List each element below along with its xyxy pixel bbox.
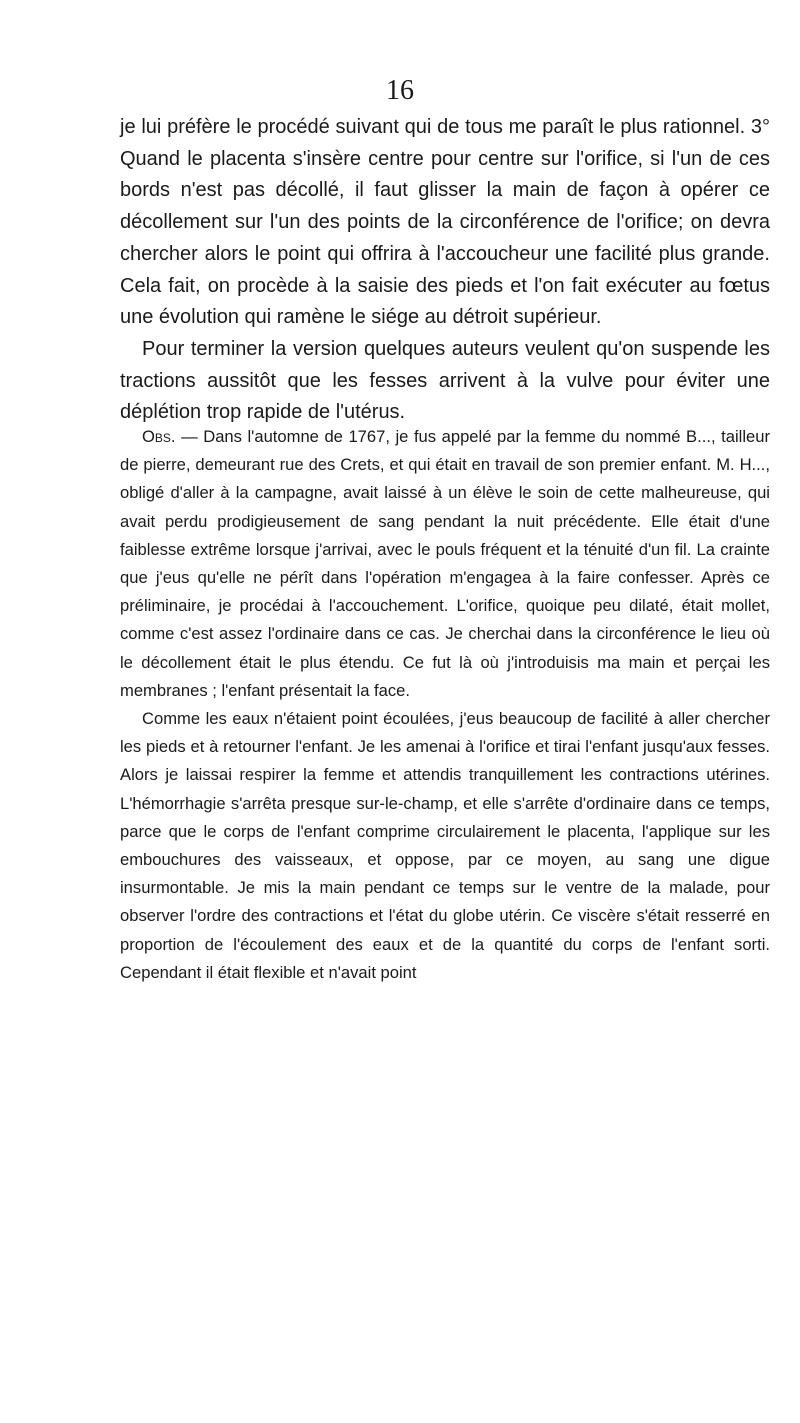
intro-section (120, 112, 770, 429)
observation-section (120, 423, 770, 987)
observation-paragraph-2: Comme les eaux n'étaient point écoulées, j'eus beaucoup de facilité à aller chercher les pieds et à retourner l'enfant. Je les amenai à l'orifice et tirai l'enfant jusqu'aux fesses. Alors je laissai respirer la femme et attendis tranquillement les contractions utérines. L'hémorrhagie s'arrêta presque sur-le-champ, et elle s'arrête d'ordinaire dans ce temps, parce que le corps de l'enfant comprime circulairement le placenta, l'applique sur les embouchures des vaisseaux, et oppose, par ce moyen, au sang une digue insurmontable. Je mis la main pendant ce temps sur le ventre de la malade, pour observer l'ordre des contractions et l'état du globe utérin. Ce viscère s'était resserré en proportion de l'écoulement des eaux et de la quantité du corps de l'enfant sorti. Cependant il était flexible et n'avait point (120, 709, 770, 982)
page-number: 16 (386, 75, 414, 106)
intro-paragraph-1: je lui préfère le procédé suivant qui de tous me paraît le plus rationnel. 3° Quand le placenta s'insère centre pour centre sur l'orifice, si l'un de ces bords n'est pas décollé, il faut glisser la main de façon à opérer ce décollement sur l'un des points de la circonférence de l'orifice; on devra chercher alors le point qui offrira à l'accoucheur une facilité plus grande. Cela fait, on procède à la saisie des pieds et l'on fait exécuter au fœtus une évolution qui ramène le siége au détroit supérieur. (120, 116, 770, 329)
observation-label: Obs. (142, 427, 176, 446)
intro-paragraph-2: Pour terminer la version quelques auteurs veulent qu'on suspende les tractions aussitôt que les fesses arrivent à la vulve pour éviter une déplétion trop rapide de l'utérus. (120, 337, 770, 424)
observation-paragraph-1-text: — Dans l'automne de 1767, je fus appelé par la femme du nommé B..., tailleur de pierre, demeurant rue des Crets, et qui était en travail de son premier enfant. M. H..., obligé d'aller à la campagne, avait laissé à un élève le soin de cette malheureuse, qui avait perdu prodigieusement de sang pendant la nuit précédente. Elle était d'une faiblesse extrême lorsque j'arrivai, avec le pouls fréquent et la ténuité d'un fil. La crainte que j'eus qu'elle ne pérît dans l'opération m'engagea à la faire confesser. Après ce préliminaire, je procédai à l'accouchement. L'orifice, quoique peu dilaté, était mollet, comme c'est assez l'ordinaire dans ce cas. Je cherchai dans la circonférence le lieu où le décollement était le plus étendu. Ce fut là où j'introduisis ma main et perçai les membranes ; l'enfant présentait la face. (120, 427, 770, 700)
observation-paragraph-1 (120, 423, 770, 705)
